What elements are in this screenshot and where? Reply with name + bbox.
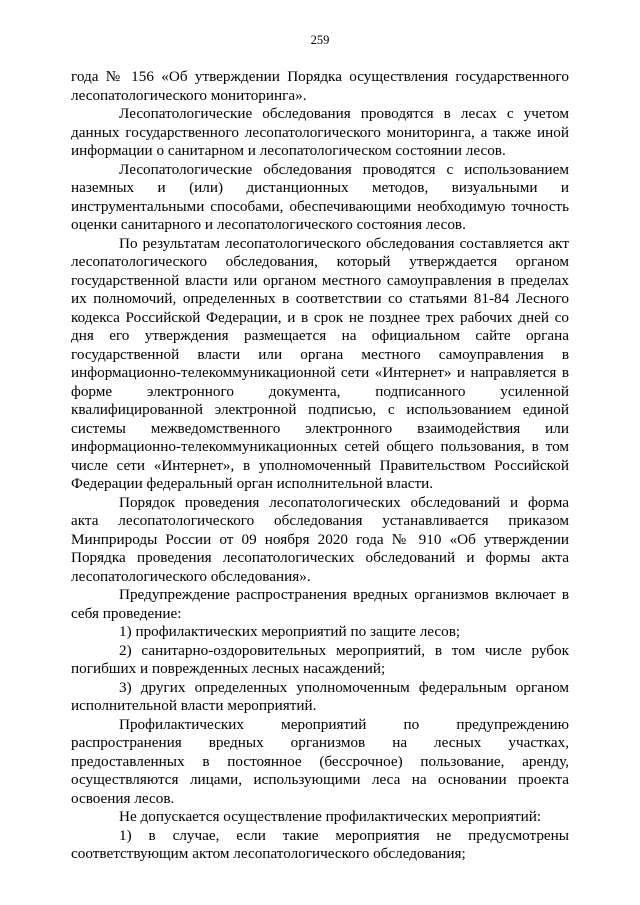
paragraph: Лесопатологические обследования проводятся с использованием наземных и (или) дистанционных методов, визуальными и инструментальными способами, обеспечивающими необходимую точность оценки санитарного и лесопатологического состояния лесов. — [71, 160, 569, 233]
list-item: 3) других определенных уполномоченным федеральным органом исполнительной власти мероприятий. — [71, 678, 569, 714]
paragraph: По результатам лесопатологического обследования составляется акт лесопатологического обследования, который утверждается органом государственной власти или органом местного самоуправления в пределах их полномочий, определенных в соответствии со статьями 81-84 Лесного кодекса Российской Федерации, и в срок не позднее трех рабочих дней со дня его утверждения размещается на официальном сайте органа государственной власти или органа местного самоуправления в информационно-телекоммуникационной сети «Интернет» и направляется в форме электронного документа, подписанного усиленной квалифицированной электронной подписью, с использованием единой системы межведомственного электронного взаимодействия или информационно-телекоммуникационных сетей общего пользования, в том числе сети «Интернет», в уполномоченный Правительством Российской Федерации федеральный орган исполнительной власти. — [71, 234, 569, 492]
page-number: 259 — [310, 33, 330, 47]
paragraph: Предупреждение распространения вредных организмов включает в себя проведение: — [71, 586, 569, 622]
list-item: 1) профилактических мероприятий по защите лесов; — [119, 623, 461, 640]
paragraph: Порядок проведения лесопатологических обследований и форма акта лесопатологического обследования устанавливается приказом Минприроды России от 09 ноября 2020 года № 910 «Об утверждении Порядка проведения лесопатологических обследований и формы акта лесопатологического обследования». — [71, 493, 569, 585]
paragraph: Профилактических мероприятий по предупреждению распространения вредных организмов на лесных участках, предоставленных в постоянное (бессрочное) пользование, аренду, осуществляются лицами, использующими леса на основании проекта освоения лесов. — [71, 715, 569, 807]
paragraph: года № 156 «Об утверждении Порядка осуществления государственного лесопатологического мониторинга». — [71, 68, 569, 104]
document-body — [71, 68, 569, 864]
paragraph: Не допускается осуществление профилактических мероприятий: — [119, 808, 542, 825]
list-item: 2) санитарно-оздоровительных мероприятий, в том числе рубок погибших и поврежденных лесных насаждений; — [71, 641, 569, 677]
list-item: 1) в случае, если такие мероприятия не предусмотрены соответствующим актом лесопатологического обследования; — [71, 826, 569, 862]
paragraph: Лесопатологические обследования проводятся в лесах с учетом данных государственного лесопатологического мониторинга, а также иной информации о санитарном и лесопатологическом состоянии лесов. — [71, 105, 569, 159]
